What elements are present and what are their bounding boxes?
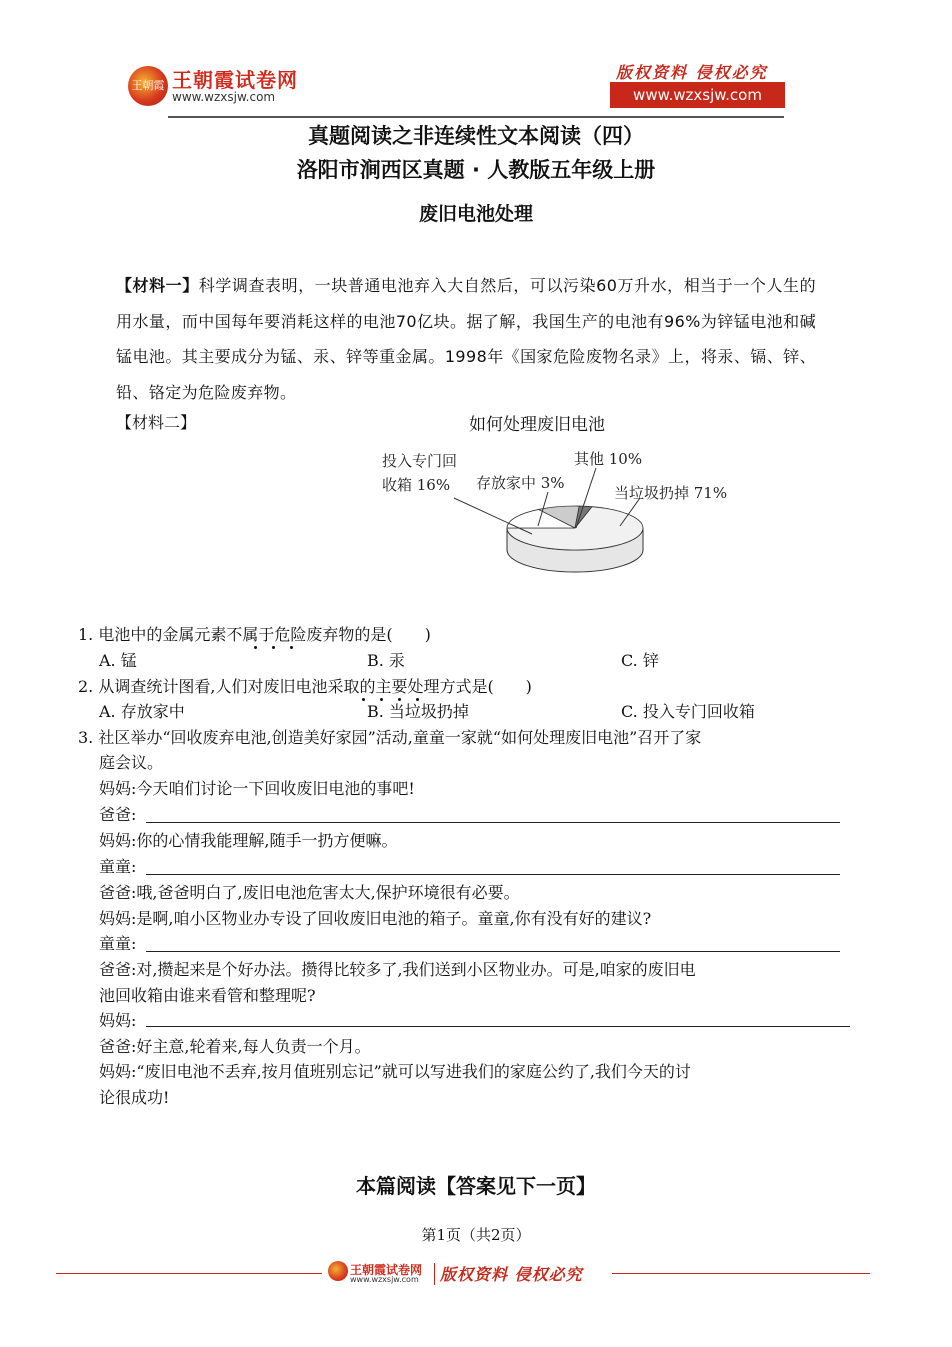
dialogue-line: 爸爸:对,攒起来是个好办法。攒得比较多了,我们送到小区物业办。可是,咱家的废旧电 bbox=[99, 960, 696, 979]
dialogue-line: 爸爸:哦,爸爸明白了,废旧电池危害太大,保护环境很有必要。 bbox=[99, 883, 520, 902]
footer-brand-url[interactable]: www.wzxsjw.com bbox=[350, 1275, 419, 1284]
page-number: 第1页（共2页） bbox=[421, 1226, 531, 1244]
pie-chart bbox=[370, 440, 770, 580]
dialogue-line: 池回收箱由谁来看管和整理呢? bbox=[99, 986, 316, 1005]
answer-blank-4[interactable] bbox=[146, 1026, 850, 1027]
footer-brand-name: 王朝霞试卷网 bbox=[350, 1263, 423, 1277]
dialogue-line: 童童: bbox=[99, 857, 137, 876]
material-one bbox=[116, 268, 816, 410]
label-trash: 当垃圾扔掉 71% bbox=[614, 484, 728, 502]
dialogue-line: 爸爸:好主意,轮着来,每人负责一个月。 bbox=[99, 1037, 371, 1056]
label-box-line2: 收箱 16% bbox=[382, 476, 451, 494]
dialogue-line: 爸爸: bbox=[99, 805, 137, 824]
footer-divider-left bbox=[56, 1273, 322, 1274]
emphasis-dot bbox=[272, 646, 275, 649]
question-1-stem: 1. 电池中的金属元素不属于危险废弃物的是( ) bbox=[78, 625, 431, 644]
answer-notice: 本篇阅读【答案见下一页】 bbox=[356, 1174, 596, 1198]
page-title: 真题阅读之非连续性文本阅读（四） bbox=[308, 124, 644, 148]
question-1-option-a[interactable]: A. 锰 bbox=[99, 651, 137, 670]
footer-slogan: 版权资料 侵权必究 bbox=[440, 1265, 583, 1284]
question-2-stem: 2. 从调查统计图看,人们对废旧电池采取的主要处理方式是( ) bbox=[78, 677, 532, 696]
dialogue-line: 童童: bbox=[99, 934, 137, 953]
question-3-stem-line2: 庭会议。 bbox=[99, 753, 164, 772]
answer-blank-1[interactable] bbox=[146, 822, 840, 823]
question-3-stem-line1: 3. 社区举办“回收废弃电池,创造美好家园”活动,童童一家就“如何处理废旧电池”召开了家 bbox=[78, 728, 702, 747]
footer-divider-right bbox=[612, 1273, 870, 1274]
answer-blank-3[interactable] bbox=[146, 951, 840, 952]
question-2-option-c[interactable]: C. 投入专门回收箱 bbox=[621, 702, 755, 721]
dialogue-line: 妈妈:是啊,咱小区物业办专设了回收废旧电池的箱子。童童,你有没有好的建议? bbox=[99, 909, 652, 928]
answer-blank-2[interactable] bbox=[146, 874, 840, 875]
material-two-label: 【材料二】 bbox=[116, 413, 197, 432]
brand-url[interactable]: www.wzxsjw.com bbox=[172, 90, 276, 104]
footer-separator bbox=[434, 1263, 435, 1285]
label-home: 存放家中 3% bbox=[476, 474, 565, 492]
question-2-option-b[interactable]: B. 当垃圾扔掉 bbox=[367, 702, 469, 721]
chart-title: 如何处理废旧电池 bbox=[469, 415, 605, 435]
site-url-banner[interactable]: www.wzxsjw.com bbox=[610, 82, 785, 108]
emphasis-dot bbox=[362, 698, 365, 701]
dialogue-line: 妈妈: bbox=[99, 1011, 137, 1030]
dialogue-line: 妈妈:今天咱们讨论一下回收废旧电池的事吧! bbox=[99, 779, 415, 798]
dialogue-line: 妈妈:“废旧电池不丢弃,按月值班别忘记”就可以写进我们的家庭公约了,我们今天的讨 bbox=[99, 1062, 691, 1081]
brand-name: 王朝霞试卷网 bbox=[172, 68, 298, 92]
label-box-line1: 投入专门回 bbox=[382, 452, 458, 470]
dialogue-line: 妈妈:你的心情我能理解,随手一扔方便嘛。 bbox=[99, 831, 398, 850]
label-other: 其他 10% bbox=[574, 450, 643, 468]
footer-logo-icon bbox=[328, 1261, 348, 1281]
copyright-slogan: 版权资料 侵权必究 bbox=[616, 63, 768, 82]
material-one-text: 科学调查表明，一块普通电池弃入大自然后，可以污染60万升水，相当于一个人生的用水量，而中国每年要消耗这样的电池70亿块。据了解，我国生产的电池有96%为锌锰电池和碱锰电池。其主要成分为锰、汞、锌等重金属。1998年《国家危险废物名录》上，将汞、镉、锌、铅、铬定为危险废弃物。 bbox=[116, 276, 816, 402]
question-1-option-b[interactable]: B. 汞 bbox=[367, 651, 405, 670]
material-one-label: 【材料一】 bbox=[116, 276, 199, 295]
section-title: 废旧电池处理 bbox=[418, 203, 533, 225]
question-2-option-a[interactable]: A. 存放家中 bbox=[99, 702, 185, 721]
dialogue-line: 论很成功! bbox=[99, 1088, 170, 1107]
emphasis-dot bbox=[290, 646, 293, 649]
page-subtitle: 洛阳市涧西区真题 · 人教版五年级上册 bbox=[296, 158, 656, 182]
header-divider bbox=[168, 116, 784, 118]
brand-logo-icon: 王朝霞 bbox=[128, 66, 168, 106]
emphasis-dot bbox=[254, 646, 257, 649]
question-1-option-c[interactable]: C. 锌 bbox=[621, 651, 659, 670]
